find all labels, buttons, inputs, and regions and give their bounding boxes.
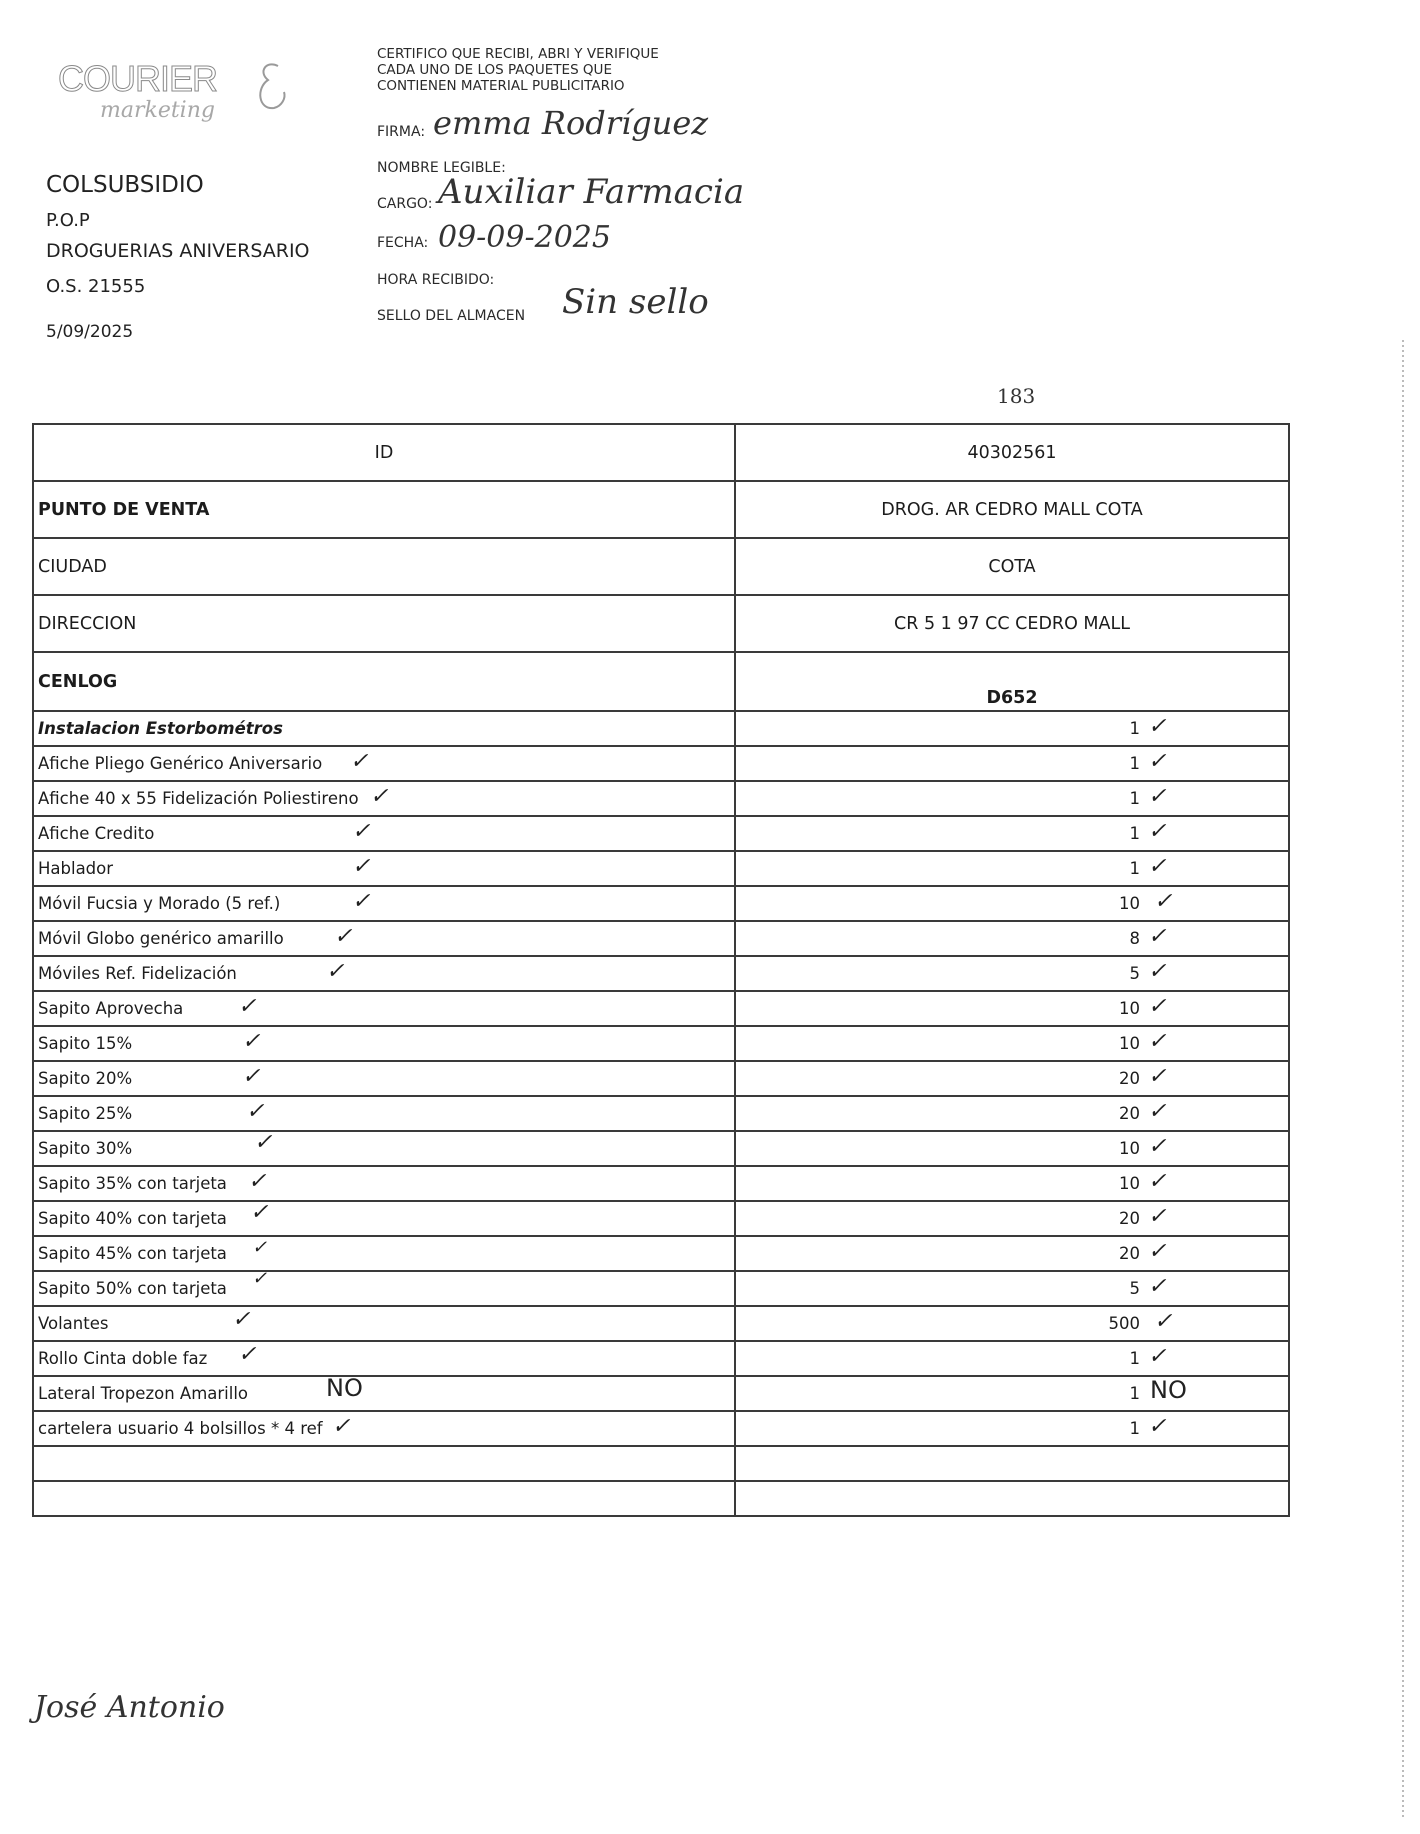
table-row bbox=[33, 1061, 1289, 1096]
item-qty-cell bbox=[735, 1341, 1289, 1376]
check-mark-icon: ✓ bbox=[248, 1169, 267, 1194]
empty-cell bbox=[33, 1481, 735, 1516]
client-name: COLSUBSIDIO bbox=[46, 172, 204, 198]
check-mark-icon: ✓ bbox=[250, 1201, 269, 1225]
item-name: Afiche Credito bbox=[38, 824, 155, 843]
direccion-value: CR 5 1 97 CC CEDRO MALL bbox=[735, 595, 1289, 652]
check-mark-icon: ✓ bbox=[1148, 819, 1167, 844]
check-mark-icon: ✓ bbox=[1154, 1309, 1173, 1334]
sello-label: SELLO DEL ALMACEN bbox=[377, 308, 526, 324]
item-name: Sapito 30% bbox=[38, 1139, 133, 1158]
no-mark: NO bbox=[326, 1376, 363, 1402]
cenlog-row bbox=[33, 652, 1289, 711]
table-row bbox=[33, 1306, 1289, 1341]
hora-label: HORA RECIBIDO: bbox=[377, 272, 495, 288]
item-name-cell bbox=[33, 781, 735, 816]
item-name-cell bbox=[33, 1131, 735, 1166]
item-name-cell bbox=[33, 956, 735, 991]
item-qty-cell bbox=[735, 1096, 1289, 1131]
ciudad-label: CIUDAD bbox=[33, 538, 735, 595]
item-name-cell bbox=[33, 921, 735, 956]
check-mark-icon: ✓ bbox=[1148, 854, 1167, 879]
company-logo bbox=[50, 58, 275, 128]
item-qty-cell bbox=[735, 1166, 1289, 1201]
cargo-label: CARGO: bbox=[377, 196, 433, 212]
cert-line-2: CADA UNO DE LOS PAQUETES QUE bbox=[377, 62, 612, 78]
no-mark: NO bbox=[1150, 1376, 1187, 1404]
item-qty: 1 bbox=[1129, 1419, 1140, 1438]
item-qty-cell bbox=[735, 1201, 1289, 1236]
check-mark-icon: ✓ bbox=[352, 889, 371, 914]
item-name-cell bbox=[33, 991, 735, 1026]
item-name: Sapito 15% bbox=[38, 1034, 133, 1053]
id-row bbox=[33, 424, 1289, 481]
cenlog-value: D652 bbox=[735, 652, 1289, 711]
item-name: Afiche Pliego Genérico Aniversario bbox=[38, 754, 323, 773]
item-name: Móvil Globo genérico amarillo bbox=[38, 929, 284, 948]
item-name: Móviles Ref. Fidelización bbox=[38, 964, 237, 983]
service-order: O.S. 21555 bbox=[46, 276, 146, 297]
item-qty-cell bbox=[735, 991, 1289, 1026]
check-mark-icon: ✓ bbox=[352, 854, 371, 879]
table-row bbox=[33, 1201, 1289, 1236]
client-type: P.O.P bbox=[46, 210, 90, 231]
nombre-label: NOMBRE LEGIBLE: bbox=[377, 160, 506, 176]
client-campaign: DROGUERIAS ANIVERSARIO bbox=[46, 240, 310, 262]
item-qty-cell bbox=[735, 1376, 1289, 1411]
check-mark-icon: ✓ bbox=[1148, 1344, 1167, 1369]
item-name: Sapito 20% bbox=[38, 1069, 133, 1088]
item-qty: 10 bbox=[1119, 894, 1140, 913]
table-row bbox=[33, 816, 1289, 851]
ciudad-row bbox=[33, 538, 1289, 595]
item-name-cell bbox=[33, 1026, 735, 1061]
item-name: Sapito 35% con tarjeta bbox=[38, 1174, 227, 1193]
cert-line-1: CERTIFICO QUE RECIBI, ABRI Y VERIFIQUE bbox=[377, 46, 659, 62]
check-mark-icon: ✓ bbox=[246, 1099, 265, 1124]
item-qty: 8 bbox=[1129, 929, 1140, 948]
item-name-cell bbox=[33, 851, 735, 886]
item-name-cell bbox=[33, 1201, 735, 1236]
id-value: 40302561 bbox=[735, 424, 1289, 481]
table-row bbox=[33, 886, 1289, 921]
direccion-label: DIRECCION bbox=[33, 595, 735, 652]
empty-cell bbox=[33, 1446, 735, 1481]
check-mark-icon: ✓ bbox=[1154, 889, 1173, 914]
document-date: 5/09/2025 bbox=[46, 322, 134, 342]
check-mark-icon: ✓ bbox=[1148, 784, 1167, 809]
item-qty-cell bbox=[735, 781, 1289, 816]
item-name-cell bbox=[33, 1341, 735, 1376]
item-name: Móvil Fucsia y Morado (5 ref.) bbox=[38, 894, 281, 913]
scan-edge-divider bbox=[1402, 340, 1404, 1820]
item-name: Sapito Aprovecha bbox=[38, 999, 184, 1018]
empty-cell bbox=[735, 1446, 1289, 1481]
punto-venta-value: DROG. AR CEDRO MALL COTA bbox=[735, 481, 1289, 538]
item-qty: 1 bbox=[1129, 754, 1140, 773]
id-label: ID bbox=[33, 424, 735, 481]
item-qty: 20 bbox=[1119, 1244, 1140, 1263]
page-number: 183 bbox=[997, 384, 1036, 408]
table-row bbox=[33, 1026, 1289, 1061]
firma-signature: emma Rodríguez bbox=[433, 104, 709, 142]
item-qty: 10 bbox=[1119, 1139, 1140, 1158]
item-qty: 500 bbox=[1108, 1314, 1140, 1333]
table-row bbox=[33, 1271, 1289, 1306]
check-mark-icon: ✓ bbox=[350, 749, 369, 774]
item-qty: 1 bbox=[1129, 719, 1140, 738]
item-name: Sapito 25% bbox=[38, 1104, 133, 1123]
logo-ampersand-icon bbox=[250, 58, 290, 128]
table-row bbox=[33, 1096, 1289, 1131]
item-qty-cell bbox=[735, 1306, 1289, 1341]
item-name: Sapito 50% con tarjeta bbox=[38, 1279, 227, 1298]
logo-bottom-text: marketing bbox=[100, 98, 215, 123]
item-name-cell bbox=[33, 1166, 735, 1201]
check-mark-icon: ✓ bbox=[1148, 1274, 1167, 1299]
empty-cell bbox=[735, 1481, 1289, 1516]
item-qty: 20 bbox=[1119, 1069, 1140, 1088]
table-row bbox=[33, 711, 1289, 746]
table-row bbox=[33, 1411, 1289, 1446]
check-mark-icon: ✓ bbox=[252, 1237, 268, 1258]
check-mark-icon: ✓ bbox=[1148, 1029, 1167, 1054]
cargo-handwritten: Auxiliar Farmacia bbox=[438, 172, 745, 212]
item-qty-cell bbox=[735, 711, 1289, 746]
item-name-cell bbox=[33, 1061, 735, 1096]
check-mark-icon: ✓ bbox=[334, 924, 353, 949]
item-name-cell bbox=[33, 1306, 735, 1341]
item-name: Hablador bbox=[38, 859, 114, 878]
cenlog-label: CENLOG bbox=[33, 652, 735, 711]
item-qty: 10 bbox=[1119, 1034, 1140, 1053]
item-name-cell bbox=[33, 816, 735, 851]
item-qty: 10 bbox=[1119, 999, 1140, 1018]
item-qty: 1 bbox=[1129, 1349, 1140, 1368]
item-name-cell bbox=[33, 886, 735, 921]
check-mark-icon: ✓ bbox=[1148, 749, 1167, 774]
check-mark-icon: ✓ bbox=[1148, 959, 1167, 984]
direccion-row bbox=[33, 595, 1289, 652]
empty-row bbox=[33, 1446, 1289, 1481]
check-mark-icon: ✓ bbox=[232, 1307, 251, 1332]
table-row bbox=[33, 781, 1289, 816]
table-row bbox=[33, 1341, 1289, 1376]
item-qty: 20 bbox=[1119, 1104, 1140, 1123]
sello-handwritten: Sin sello bbox=[562, 282, 709, 322]
table-row bbox=[33, 921, 1289, 956]
item-name: Afiche 40 x 55 Fidelización Poliestireno bbox=[38, 789, 359, 808]
check-mark-icon: ✓ bbox=[1148, 1414, 1167, 1439]
item-name: Lateral Tropezon Amarillo bbox=[38, 1384, 249, 1403]
item-qty: 20 bbox=[1119, 1209, 1140, 1228]
check-mark-icon: ✓ bbox=[252, 1271, 268, 1289]
check-mark-icon: ✓ bbox=[238, 1342, 257, 1367]
item-name: Sapito 40% con tarjeta bbox=[38, 1209, 227, 1228]
item-qty: 1 bbox=[1129, 859, 1140, 878]
check-mark-icon: ✓ bbox=[1148, 1204, 1167, 1229]
empty-row bbox=[33, 1481, 1289, 1516]
item-qty-cell bbox=[735, 921, 1289, 956]
item-qty: 10 bbox=[1119, 1174, 1140, 1193]
check-mark-icon: ✓ bbox=[254, 1131, 273, 1155]
check-mark-icon: ✓ bbox=[352, 819, 371, 844]
item-name-cell bbox=[33, 1376, 735, 1411]
logo-top-text: COURIER bbox=[58, 58, 218, 99]
item-name: Rollo Cinta doble faz bbox=[38, 1349, 208, 1368]
item-qty-cell bbox=[735, 746, 1289, 781]
item-qty-cell bbox=[735, 886, 1289, 921]
check-mark-icon: ✓ bbox=[1148, 1169, 1167, 1194]
item-name: Instalacion Estorbométros bbox=[33, 711, 735, 746]
item-qty-cell bbox=[735, 1131, 1289, 1166]
check-mark-icon: ✓ bbox=[1148, 1064, 1167, 1089]
table-row bbox=[33, 1131, 1289, 1166]
item-qty-cell bbox=[735, 851, 1289, 886]
bottom-signature: José Antonio bbox=[34, 1690, 225, 1725]
check-mark-icon: ✓ bbox=[238, 994, 257, 1019]
check-mark-icon: ✓ bbox=[332, 1414, 351, 1439]
item-qty-cell bbox=[735, 956, 1289, 991]
item-name-cell bbox=[33, 746, 735, 781]
fecha-label: FECHA: bbox=[377, 235, 429, 251]
item-name-cell bbox=[33, 1411, 735, 1446]
delivery-table bbox=[32, 423, 1290, 1517]
item-qty: 1 bbox=[1129, 824, 1140, 843]
check-mark-icon: ✓ bbox=[1148, 1099, 1167, 1124]
check-mark-icon: ✓ bbox=[1148, 714, 1167, 739]
item-name: cartelera usuario 4 bolsillos * 4 ref bbox=[38, 1419, 323, 1438]
item-name: Sapito 45% con tarjeta bbox=[38, 1244, 227, 1263]
certification-text bbox=[377, 46, 737, 94]
item-qty: 1 bbox=[1129, 1384, 1140, 1403]
table-row bbox=[33, 1376, 1289, 1411]
item-name-cell bbox=[33, 1236, 735, 1271]
item-qty-cell bbox=[735, 1411, 1289, 1446]
item-qty-cell bbox=[735, 1026, 1289, 1061]
ciudad-value: COTA bbox=[735, 538, 1289, 595]
table-row bbox=[33, 956, 1289, 991]
table-row bbox=[33, 851, 1289, 886]
check-mark-icon: ✓ bbox=[242, 1064, 261, 1089]
table-row bbox=[33, 991, 1289, 1026]
fecha-handwritten: 09-09-2025 bbox=[438, 220, 611, 255]
table-row bbox=[33, 746, 1289, 781]
check-mark-icon: ✓ bbox=[1148, 1239, 1167, 1264]
item-name-cell bbox=[33, 1096, 735, 1131]
check-mark-icon: ✓ bbox=[1148, 1134, 1167, 1159]
item-qty: 5 bbox=[1129, 964, 1140, 983]
table-row bbox=[33, 1236, 1289, 1271]
check-mark-icon: ✓ bbox=[1148, 994, 1167, 1019]
item-qty-cell bbox=[735, 1236, 1289, 1271]
item-qty: 1 bbox=[1129, 789, 1140, 808]
cert-line-3: CONTIENEN MATERIAL PUBLICITARIO bbox=[377, 78, 625, 94]
punto-venta-label: PUNTO DE VENTA bbox=[33, 481, 735, 538]
table-row bbox=[33, 1166, 1289, 1201]
item-qty-cell bbox=[735, 1271, 1289, 1306]
check-mark-icon: ✓ bbox=[326, 959, 345, 984]
item-name-cell bbox=[33, 1271, 735, 1306]
item-name: Volantes bbox=[38, 1314, 109, 1333]
punto-venta-row bbox=[33, 481, 1289, 538]
firma-label: FIRMA: bbox=[377, 124, 426, 140]
item-qty-cell bbox=[735, 1061, 1289, 1096]
check-mark-icon: ✓ bbox=[242, 1029, 261, 1054]
item-qty: 5 bbox=[1129, 1279, 1140, 1298]
check-mark-icon: ✓ bbox=[370, 784, 389, 809]
item-qty-cell bbox=[735, 816, 1289, 851]
check-mark-icon: ✓ bbox=[1148, 924, 1167, 949]
